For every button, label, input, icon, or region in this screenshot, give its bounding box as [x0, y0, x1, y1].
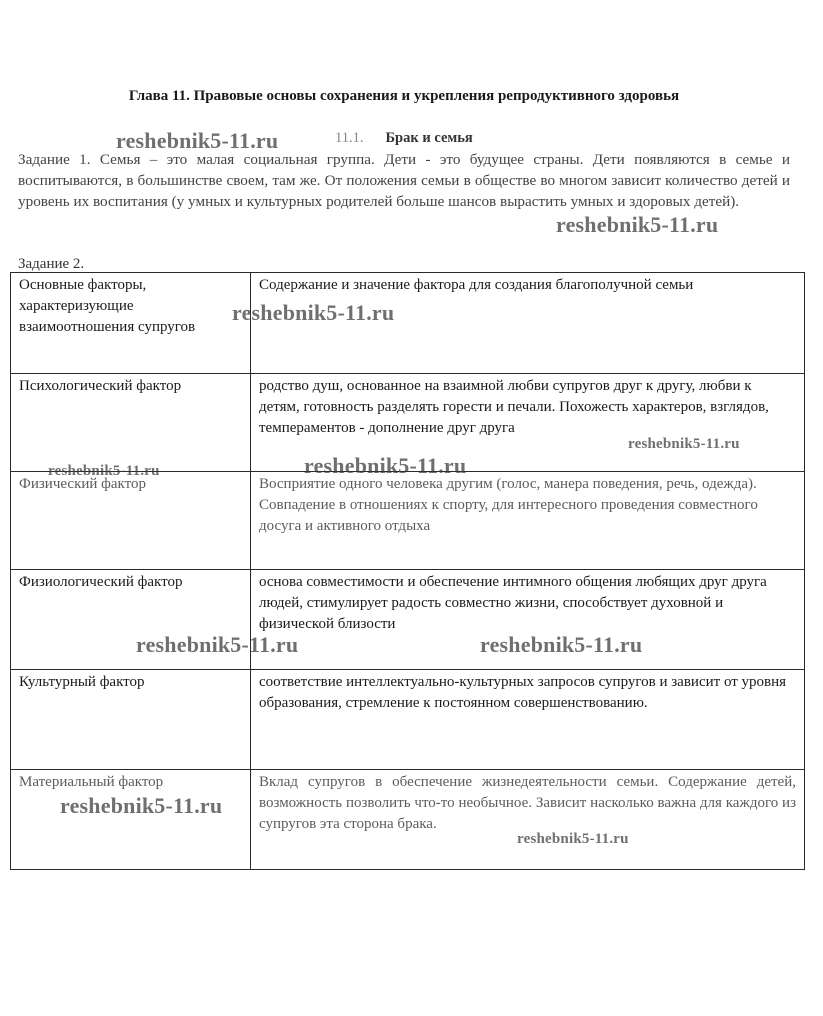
watermark: reshebnik5-11.ru: [48, 463, 160, 479]
watermark: reshebnik5-11.ru: [517, 831, 629, 847]
watermark: reshebnik5-11.ru: [60, 793, 223, 818]
table-row: [11, 670, 805, 770]
row-factor: Материальный фактор: [11, 770, 251, 870]
watermark: reshebnik5-11.ru: [116, 128, 279, 153]
section-number: 11.1.: [335, 130, 364, 146]
section-heading: [335, 130, 473, 147]
row-factor: Психологический фактор: [11, 374, 251, 472]
watermark: reshebnik5-11.ru: [136, 632, 299, 657]
header-content: Содержание и значение фактора для создания благополучной семьи: [251, 273, 805, 374]
row-factor: Культурный фактор: [11, 670, 251, 770]
task2-label: Задание 2.: [18, 256, 85, 272]
table-row: [11, 570, 805, 670]
table-row: [11, 472, 805, 570]
watermark: reshebnik5-11.ru: [232, 300, 395, 325]
watermark: reshebnik5-11.ru: [480, 632, 643, 657]
chapter-title: Глава 11. Правовые основы сохранения и укрепления репродуктивного здоровья: [128, 88, 680, 104]
row-content: соответствие интеллектуально-культурных запросов супругов и зависит от уровня образования, стремление к постоянном совершенствованию.: [251, 670, 805, 770]
row-content: родство душ, основанное на взаимной любви супругов друг к другу, любви к детям, готовность разделять горести и печали. Похожесть характеров, взглядов, темпераментов - дополнение друг друга: [251, 374, 805, 472]
table-header-row: [11, 273, 805, 374]
row-factor: Физический фактор: [11, 472, 251, 570]
row-content: Восприятие одного человека другим (голос, манера поведения, речь, одежда). Совпадение в отношениях к спорту, для интересного проведения совместного досуга и активного отдыха: [251, 472, 805, 570]
header-factors: Основные факторы, характеризующие взаимоотношения супругов: [11, 273, 251, 374]
task1-text: Задание 1. Семья – это малая социальная группа. Дети - это будущее страны. Дети появляются в семье и воспитываются, в большинстве своем, там же. От положения семьи в обществе во многом зависит количество детей и уровень их воспитания (у умных и культурных родителей больше шансов вырастить умных и здоровых детей).: [18, 151, 790, 210]
watermark: reshebnik5-11.ru: [628, 436, 740, 452]
watermark: reshebnik5-11.ru: [304, 453, 467, 478]
row-content: Вклад супругов в обеспечение жизнедеятельности семьи. Содержание детей, возможность позволить что-то необычное. Зависит насколько важна для каждого из супругов эта сторона брака.: [251, 770, 805, 870]
row-content: основа совместимости и обеспечение интимного общения любящих друг друга людей, стимулирует радость совместно жизни, способствует духовной и физической близости: [251, 570, 805, 670]
watermark: reshebnik5-11.ru: [556, 212, 719, 237]
section-title: Брак и семья: [385, 130, 473, 146]
factors-table: [10, 272, 805, 870]
row-factor: Физиологический фактор: [11, 570, 251, 670]
table-row: [11, 770, 805, 870]
